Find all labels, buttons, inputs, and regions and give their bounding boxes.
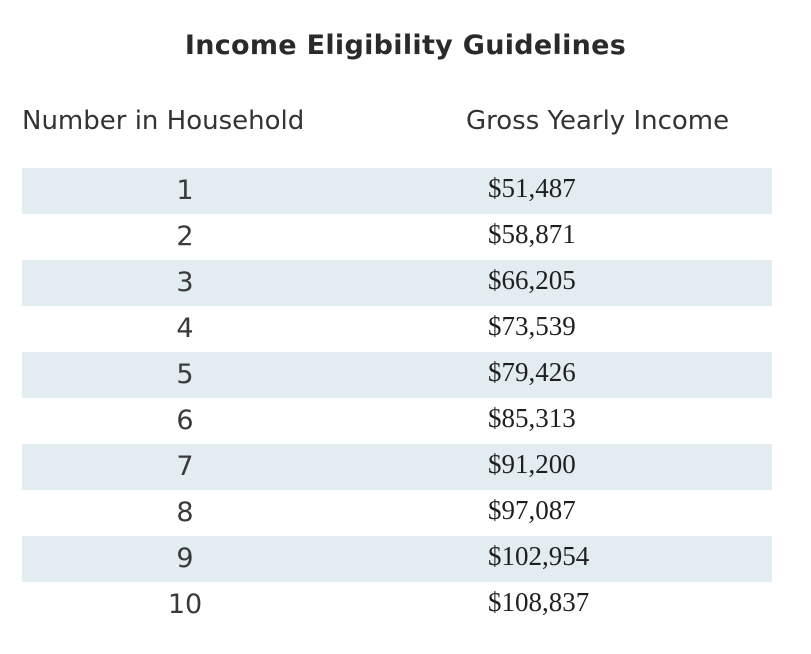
household-size-cell: 7 [176, 451, 194, 482]
income-cell: $102,954 [488, 541, 590, 571]
table-row [22, 490, 772, 536]
table-row [22, 168, 772, 214]
income-cell: $108,837 [488, 587, 590, 617]
household-size-cell: 6 [176, 405, 194, 436]
income-cell: $85,313 [488, 403, 576, 433]
income-cell: $58,871 [488, 219, 576, 249]
household-size-cell: 8 [176, 497, 194, 528]
table-row [22, 536, 772, 582]
column-header-income: Gross Yearly Income [466, 106, 730, 136]
income-table [22, 168, 772, 628]
table-row [22, 306, 772, 352]
income-cell: $51,487 [488, 173, 576, 203]
column-header-household: Number in Household [22, 106, 305, 136]
household-size-cell: 5 [176, 359, 194, 390]
table-row [22, 260, 772, 306]
income-cell: $79,426 [488, 357, 576, 387]
table-row [22, 352, 772, 398]
income-cell: $91,200 [488, 449, 576, 479]
household-size-cell: 3 [176, 267, 194, 298]
table-row [22, 214, 772, 260]
table-row [22, 398, 772, 444]
income-cell: $66,205 [488, 265, 576, 295]
income-cell: $97,087 [488, 495, 576, 525]
page-title: Income Eligibility Guidelines [184, 30, 627, 61]
table-row [22, 444, 772, 490]
household-size-cell: 4 [176, 313, 194, 344]
household-size-cell: 9 [176, 543, 194, 574]
table-row [22, 582, 772, 628]
income-cell: $73,539 [488, 311, 576, 341]
household-size-cell: 10 [167, 589, 203, 620]
household-size-cell: 1 [176, 175, 194, 206]
household-size-cell: 2 [176, 221, 194, 252]
